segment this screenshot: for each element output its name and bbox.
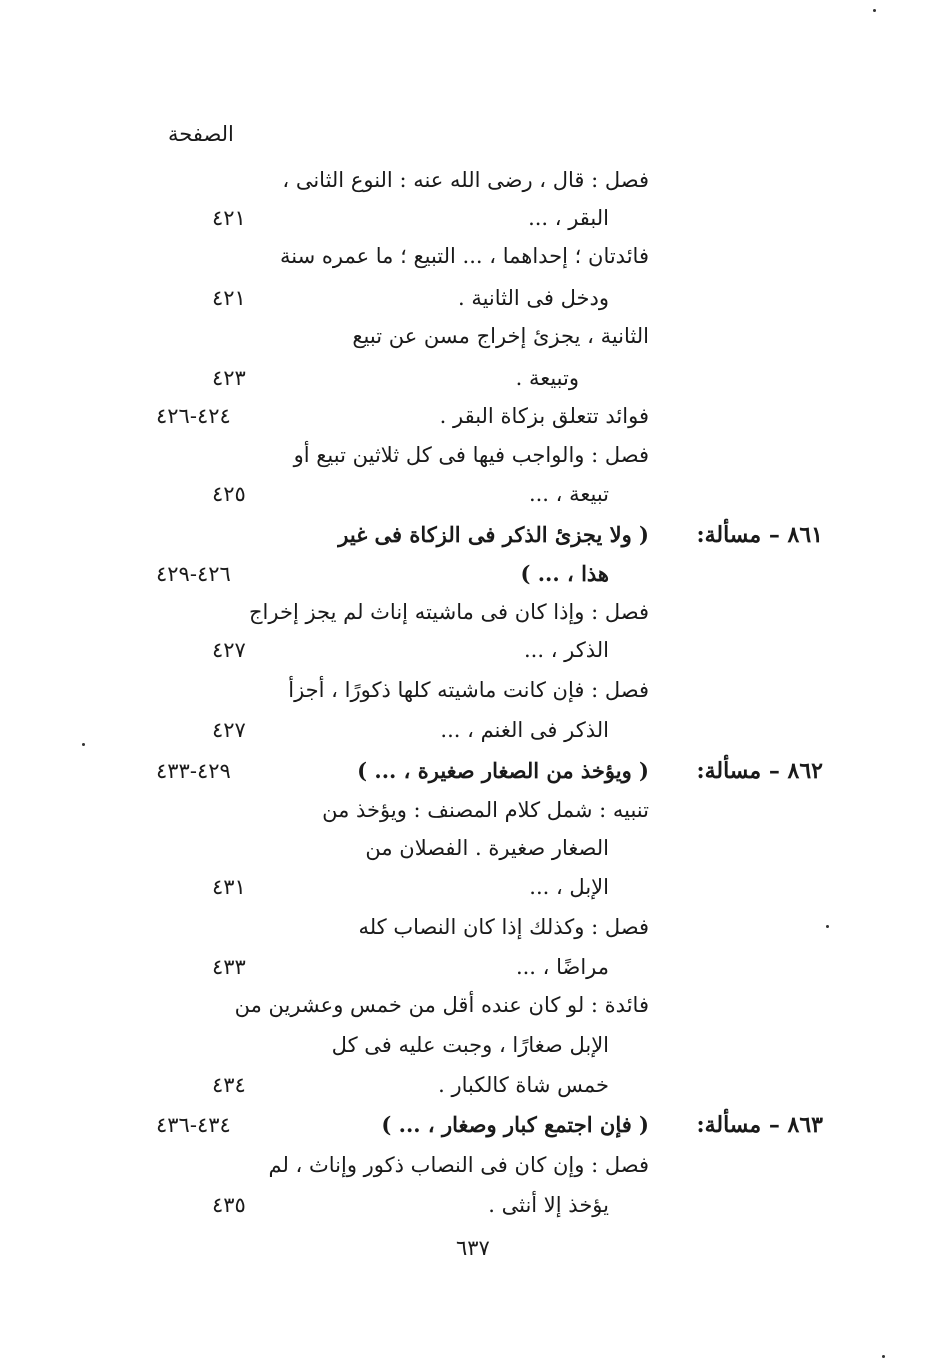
entry-line: وتبيعة . xyxy=(515,366,579,390)
entry-line: مراضًا ، ... xyxy=(515,955,609,979)
page-ref: ٤٢٧ xyxy=(212,718,246,742)
entry-line: فصل : والواجب فيها فى كل ثلاثين تبيع أو xyxy=(293,443,649,467)
entry-line: فصل : فإن كانت ماشيته كلها ذكورًا ، أجزأ xyxy=(288,678,649,702)
page-ref: ٤٢٦-٤٢٩ xyxy=(156,562,231,586)
entry-line: هذا ، ... ) xyxy=(520,561,609,586)
entry-line: تنبيه : شمل كلام المصنف : ويؤخذ من xyxy=(322,798,649,822)
page-ref: ٤٢٣ xyxy=(212,366,246,390)
page-ref: ٤٣٤ xyxy=(212,1073,246,1097)
scan-speck xyxy=(826,925,829,928)
scan-speck xyxy=(882,1355,885,1358)
entry-line: فوائد تتعلق بزكاة البقر . xyxy=(439,404,649,428)
page-ref: ٤٢١ xyxy=(212,286,246,310)
entry-line: الإبل ، ... xyxy=(529,875,609,899)
entry-line: فصل : وإن كان فى النصاب ذكور وإناث ، لم xyxy=(268,1153,649,1177)
page-ref: ٤٣٤-٤٣٦ xyxy=(156,1113,231,1137)
page-number: ٦٣٧ xyxy=(456,1236,490,1260)
entry-line: الإبل صغارًا ، وجبت عليه فى كل xyxy=(331,1033,609,1057)
scan-speck xyxy=(873,9,876,12)
entry-line: فصل : قال ، رضى الله عنه : النوع الثانى ، xyxy=(282,168,649,192)
page-ref: ٤٢٥ xyxy=(212,482,246,506)
masala-label: ٨٦٣ – مسألة: xyxy=(696,1112,823,1138)
page-ref: ٤٢٩-٤٣٣ xyxy=(156,759,231,783)
page-column-header: الصفحة xyxy=(168,122,234,146)
page-ref: ٤٢٤-٤٢٦ xyxy=(156,404,231,428)
entry-line: ( ويؤخذ من الصغار صغيرة ، ... ) xyxy=(357,758,649,783)
entry-line: الصغار صغيرة . الفصلان من xyxy=(365,836,609,860)
entry-line: فائدة : لو كان عنده أقل من خمس وعشرين من xyxy=(234,993,649,1017)
entry-line: ( فإن اجتمع كبار وصغار ، ... ) xyxy=(381,1112,649,1137)
masala-label: ٨٦١ – مسألة: xyxy=(696,522,823,548)
masala-label: ٨٦٢ – مسألة: xyxy=(696,758,823,784)
scan-speck xyxy=(82,743,85,746)
entry-line: البقر ، ... xyxy=(528,206,609,230)
page-ref: ٤٣١ xyxy=(212,875,246,899)
entry-line: خمس شاة كالكبار . xyxy=(438,1073,609,1097)
entry-line: الذكر فى الغنم ، ... xyxy=(440,718,609,742)
entry-line: الذكر ، ... xyxy=(524,638,609,662)
page-ref: ٤٣٣ xyxy=(212,955,246,979)
entry-line: فائدتان ؛ إحداهما ، ... التبيع ؛ ما عمره سنة xyxy=(279,244,649,268)
entry-line: فصل : وإذا كان فى ماشيته إناث لم يجز إخراج xyxy=(248,600,649,624)
entry-line: فصل : وكذلك إذا كان النصاب كله xyxy=(358,915,649,939)
entry-line: ودخل فى الثانية . xyxy=(457,286,609,310)
page-ref: ٤٢٧ xyxy=(212,638,246,662)
entry-line: الثانية ، يجزئ إخراج مسن عن تبيع xyxy=(352,324,649,348)
entry-line: تبيعة ، ... xyxy=(528,482,609,506)
entry-line: يؤخذ إلا أنثى . xyxy=(488,1193,609,1217)
page-ref: ٤٣٥ xyxy=(212,1193,246,1217)
entry-line: ( ولا يجزئ الذكر فى الزكاة فى غير xyxy=(338,522,649,547)
page-ref: ٤٢١ xyxy=(212,206,246,230)
